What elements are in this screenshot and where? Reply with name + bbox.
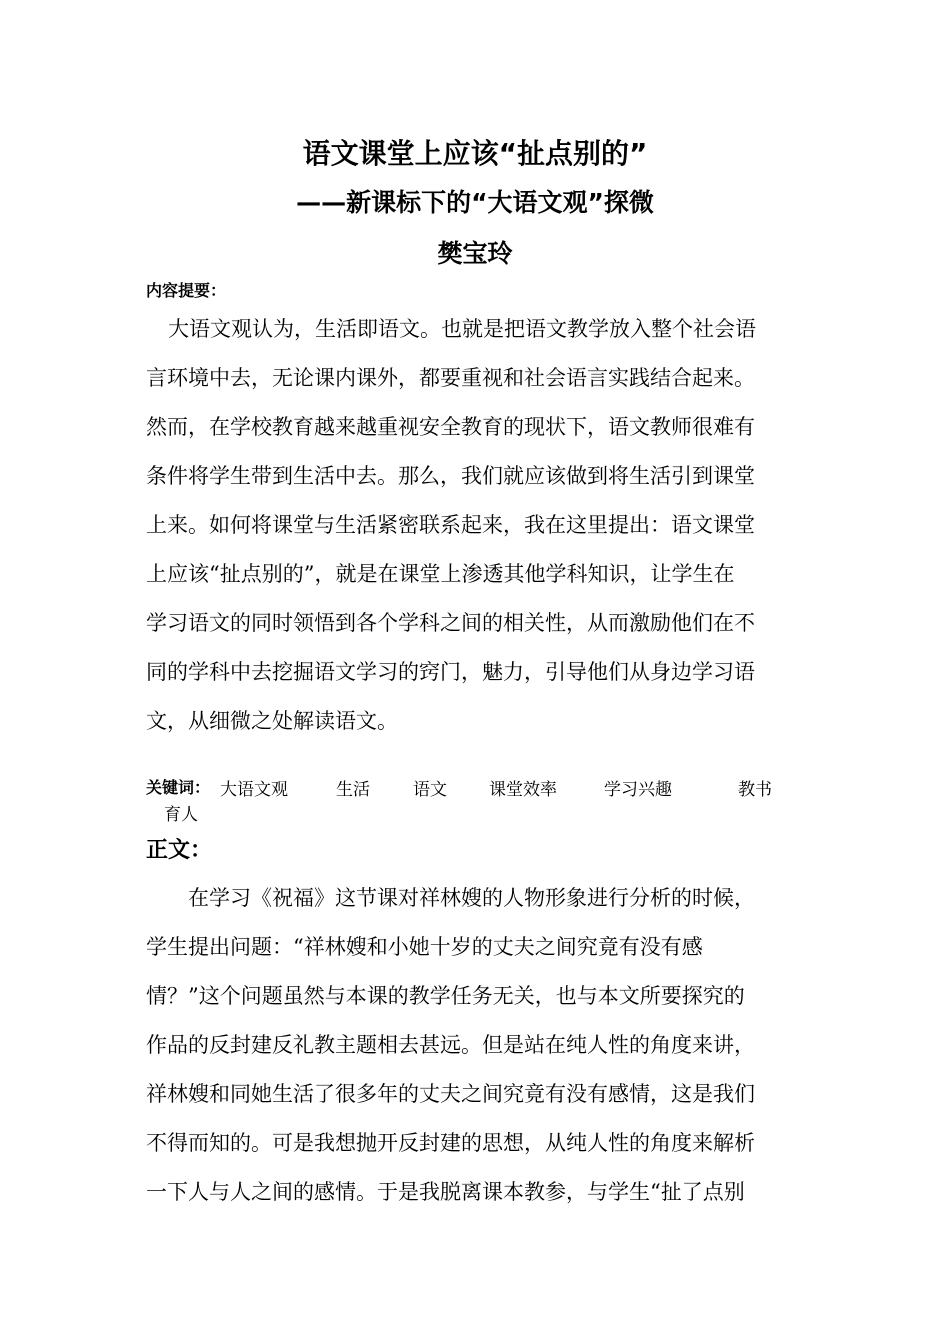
body-line: 情？”这个问题虽然与本课的教学任务无关，也与本文所要探究的 (146, 984, 745, 1008)
keyword-item: 学习兴趣 (604, 780, 672, 800)
body-line: 在学习《祝福》这节课对祥林嫂的人物形象进行分析的时候， (188, 886, 755, 910)
abstract-line: 同的学科中去挖掘语文学习的窍门，魅力，引导他们从身边学习语 (146, 660, 755, 684)
keyword-item: 生活 (336, 780, 370, 800)
abstract-line: 学习语文的同时领悟到各个学科之间的相关性，从而激励他们在不 (146, 611, 755, 635)
keyword-item: 育人 (164, 805, 198, 825)
abstract-line: 文，从细微之处解读语文。 (146, 709, 398, 733)
body-line: 作品的反封建反礼教主题相去甚远。但是站在纯人性的角度来讲， (146, 1033, 755, 1057)
body-line: 学生提出问题：“祥林嫂和小她十岁的丈夫之间究竟有没有感 (146, 935, 703, 959)
abstract-line: 条件将学生带到生活中去。那么，我们就应该做到将生活引到课堂 (146, 464, 755, 488)
body-label: 正文： (146, 838, 213, 863)
document-title: 语文课堂上应该“扯点别的” (302, 137, 648, 170)
abstract-line: 言环境中去，无论课内课外，都要重视和社会语言实践结合起来。 (146, 366, 755, 390)
body-line: 一下人与人之间的感情。于是我脱离课本教参，与学生“扯了点别 (146, 1180, 745, 1204)
author-name: 樊宝玲 (437, 239, 513, 268)
abstract-line: 然而，在学校教育越来越重视安全教育的现状下，语文教师很难有 (146, 415, 755, 439)
keyword-item: 课堂效率 (489, 780, 557, 800)
keyword-item: 大语文观 (220, 780, 288, 800)
abstract-line: 大语文观认为，生活即语文。也就是把语文教学放入整个社会语 (168, 317, 756, 341)
body-line: 祥林嫂和同她生活了很多年的丈夫之间究竟有没有感情，这是我们 (146, 1082, 755, 1106)
document-subtitle: ——新课标下的“大语文观”探微 (296, 188, 654, 217)
keywords-label: 关键词： (146, 778, 211, 797)
keyword-item: 教书 (738, 780, 772, 800)
keyword-item: 语文 (413, 780, 447, 800)
abstract-label: 内容提要： (146, 281, 227, 300)
abstract-line: 上来。如何将课堂与生活紧密联系起来，我在这里提出：语文课堂 (146, 513, 755, 537)
body-line: 不得而知的。可是我想抛开反封建的思想，从纯人性的角度来解析 (146, 1131, 755, 1155)
abstract-line: 上应该“扯点别的”，就是在课堂上渗透其他学科知识，让学生在 (146, 562, 735, 586)
